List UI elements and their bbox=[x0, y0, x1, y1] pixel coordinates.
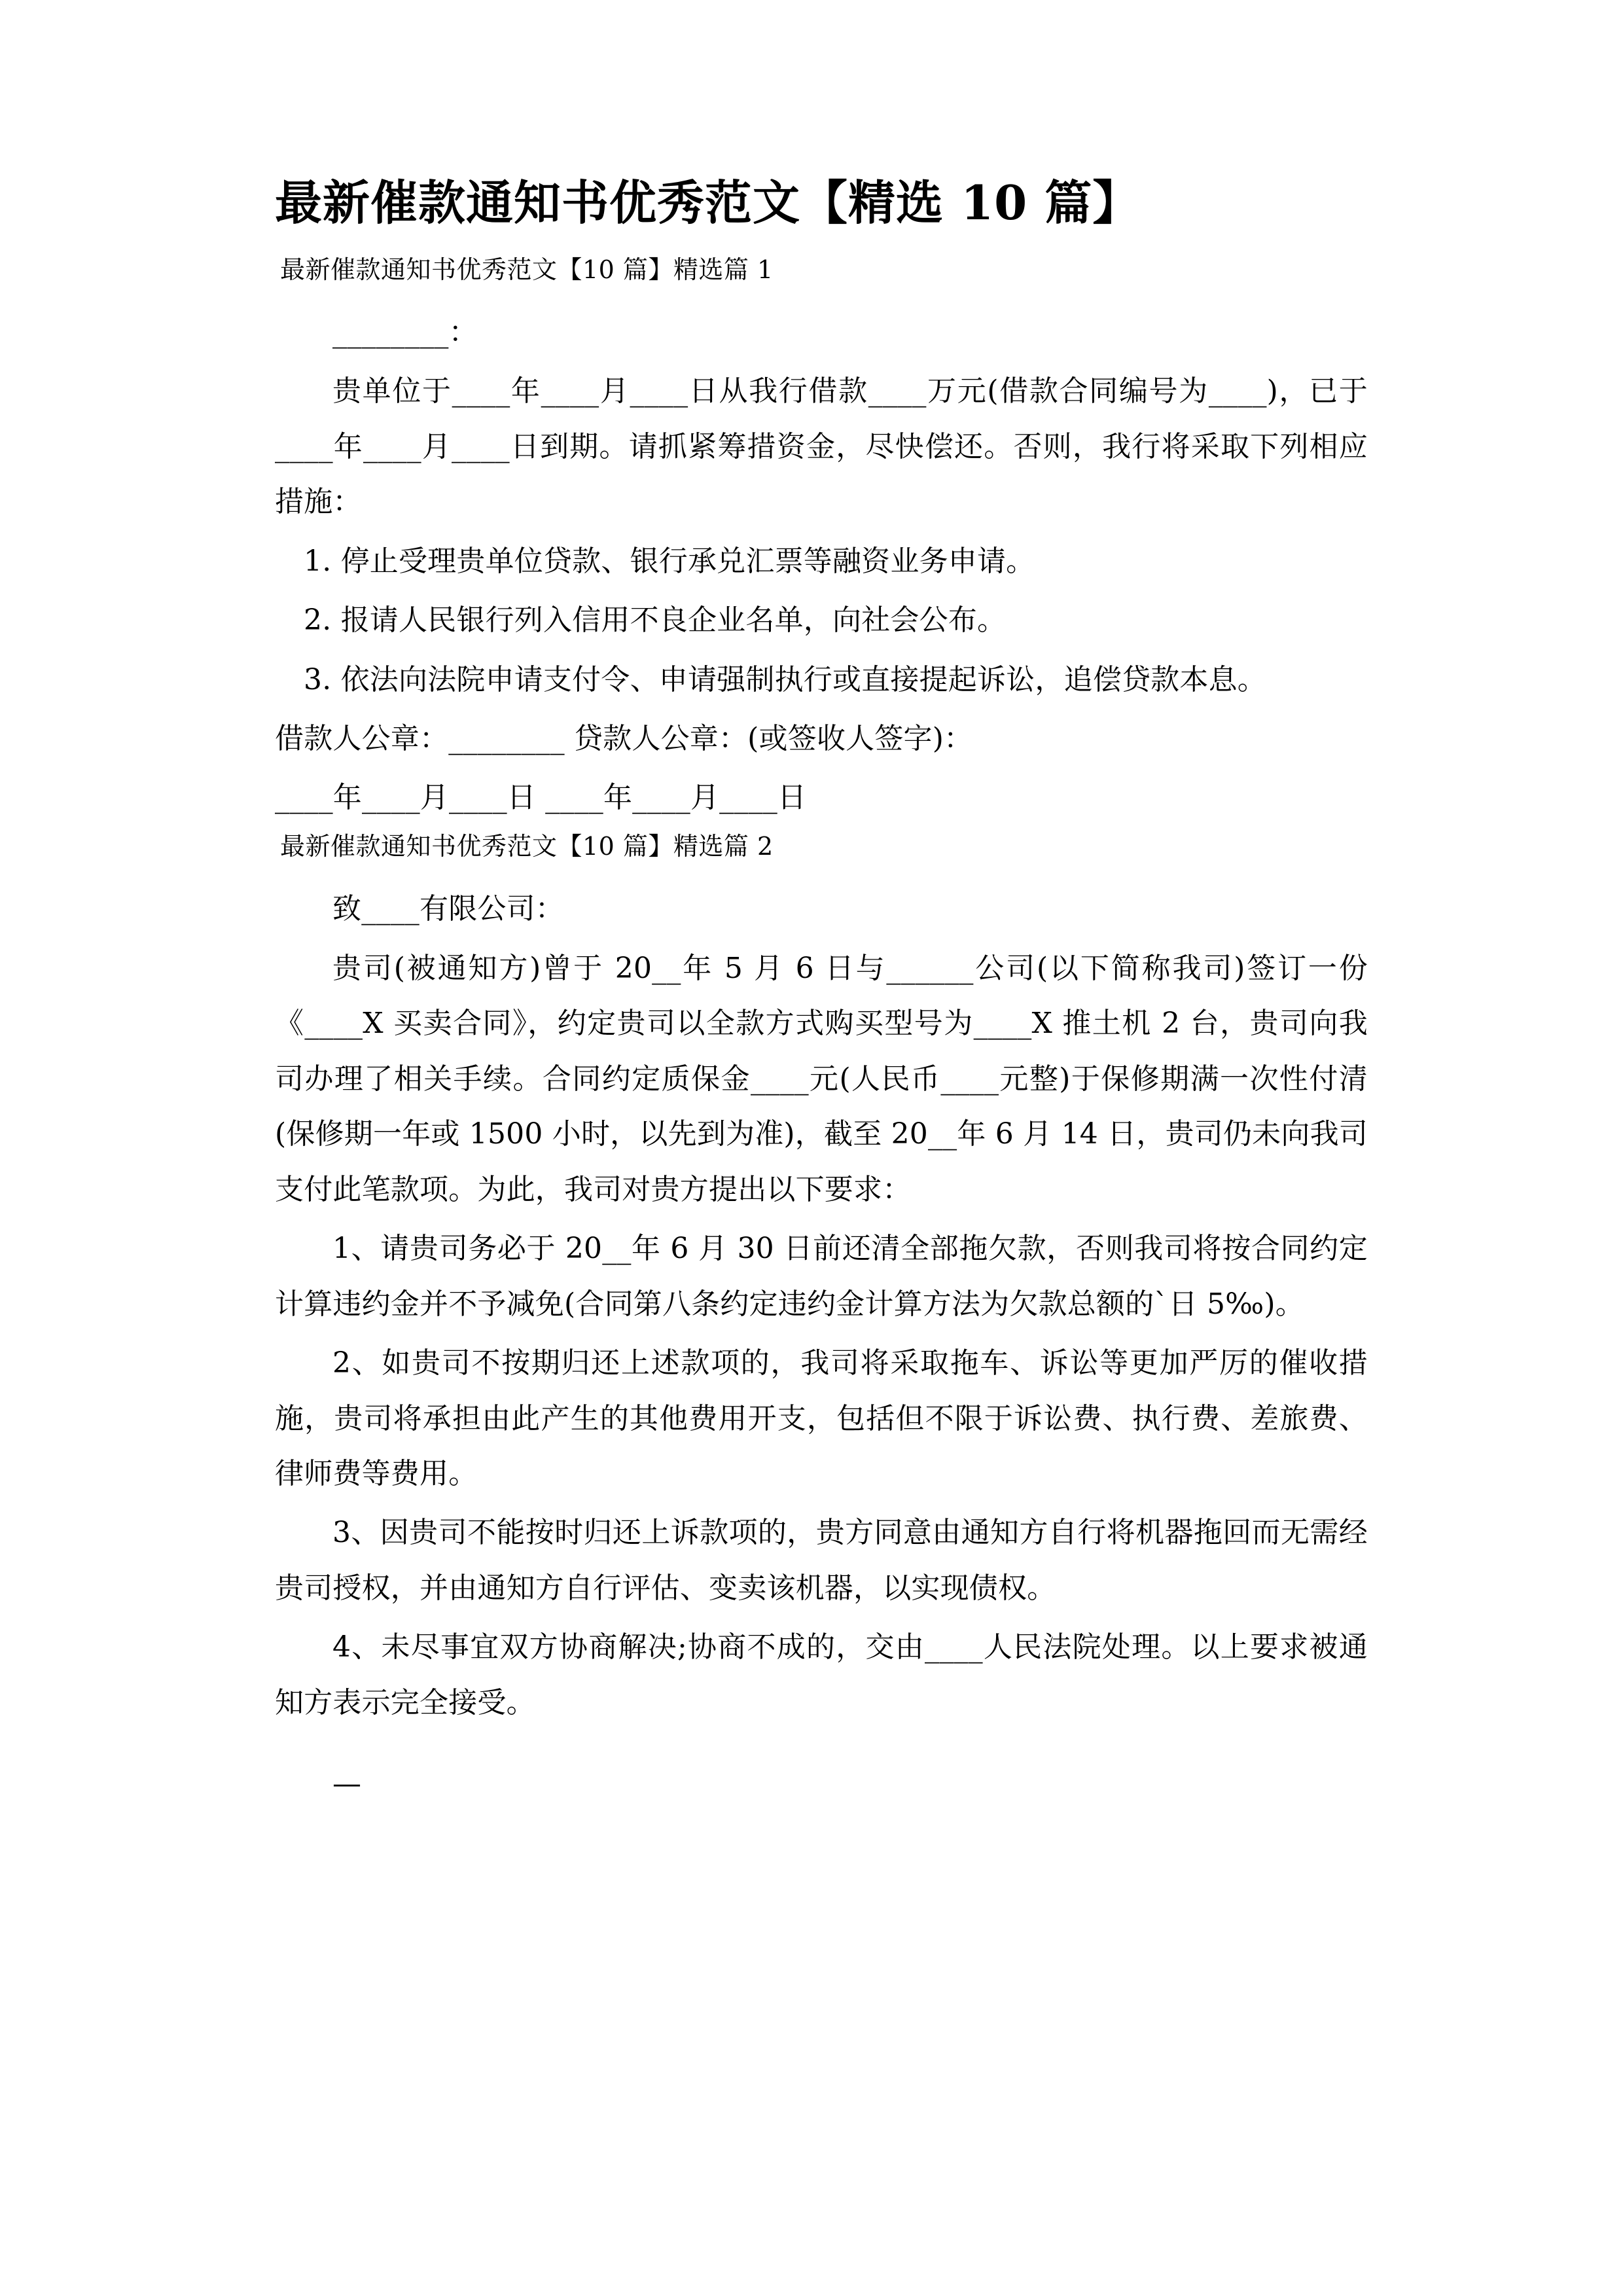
section-2-requirement-item-3: 3、因贵司不能按时归还上诉款项的，贵方同意由通知方自行将机器拖回而无需经贵司授权，并由通知方自行评估、变卖该机器，以实现债权。 bbox=[275, 1516, 1368, 1605]
trailing-dash-mark: — bbox=[332, 1767, 361, 1801]
document-content bbox=[275, 177, 1368, 1840]
section-1-measure-item-1: 1. 停止受理贵单位贷款、银行承兑汇票等融资业务申请。 bbox=[304, 544, 1035, 578]
section-2-requirement-item-4: 4、未尽事宜双方协商解决;协商不成的，交由____人民法院处理。以上要求被通知方表示完全接受。 bbox=[275, 1630, 1368, 1719]
section-2-requirement-item-1: 1、请贵司务必于 20__年 6 月 30 日前还清全部拖欠款，否则我司将按合同约定计算违约金并不予减免(合同第八条约定违约金计算方法为欠款总额的`日 5‰)。 bbox=[275, 1232, 1368, 1321]
section-1-date-line: ____年____月____日 ____年____月____日 bbox=[275, 780, 807, 814]
section-1-addressee-blank: ________： bbox=[332, 315, 478, 349]
section-1-body-paragraph: 贵单位于____年____月____日从我行借款____万元(借款合同编号为____)，已于____年____月____日到期。请抓紧筹措资金，尽快偿还。否则，我行将采取下列相应措施： bbox=[275, 374, 1368, 519]
section-2-body-paragraph: 贵司(被通知方)曾于 20__年 5 月 6 日与______公司(以下简称我司)签订一份《____X 买卖合同》，约定贵司以全款方式购买型号为____X 推土机 2 台，贵司向我司办理了相关手续。合同约定质保金____元(人民币____元整)于保修期满一次性付清(保修期一年或 1500 小时，以先到为准)，截至 20__年 6 月 14 日，贵司仍未向我司支付此笔款项。为此，我司对贵方提出以下要求： bbox=[275, 951, 1368, 1206]
section-heading-2: 最新催款通知书优秀范文【10 篇】精选篇 2 bbox=[280, 832, 774, 861]
section-heading-1: 最新催款通知书优秀范文【10 篇】精选篇 1 bbox=[280, 255, 774, 284]
section-1-seal-line: 借款人公章：________ 贷款人公章：(或签收人签字)： bbox=[275, 722, 973, 755]
section-1-measure-item-3: 3. 依法向法院申请支付令、申请强制执行或直接提起诉讼，追偿贷款本息。 bbox=[304, 662, 1266, 696]
section-2-requirement-item-2: 2、如贵司不按期归还上述款项的，我司将采取拖车、诉讼等更加严厉的催收措施，贵司将承担由此产生的其他费用开支，包括但不限于诉讼费、执行费、差旅费、律师费等费用。 bbox=[275, 1346, 1368, 1490]
section-2-addressee: 致____有限公司： bbox=[332, 892, 564, 926]
section-1-measure-item-2: 2. 报请人民银行列入信用不良企业名单，向社会公布。 bbox=[304, 603, 1007, 637]
page-title: 最新催款通知书优秀范文【精选 10 篇】 bbox=[275, 175, 1141, 230]
